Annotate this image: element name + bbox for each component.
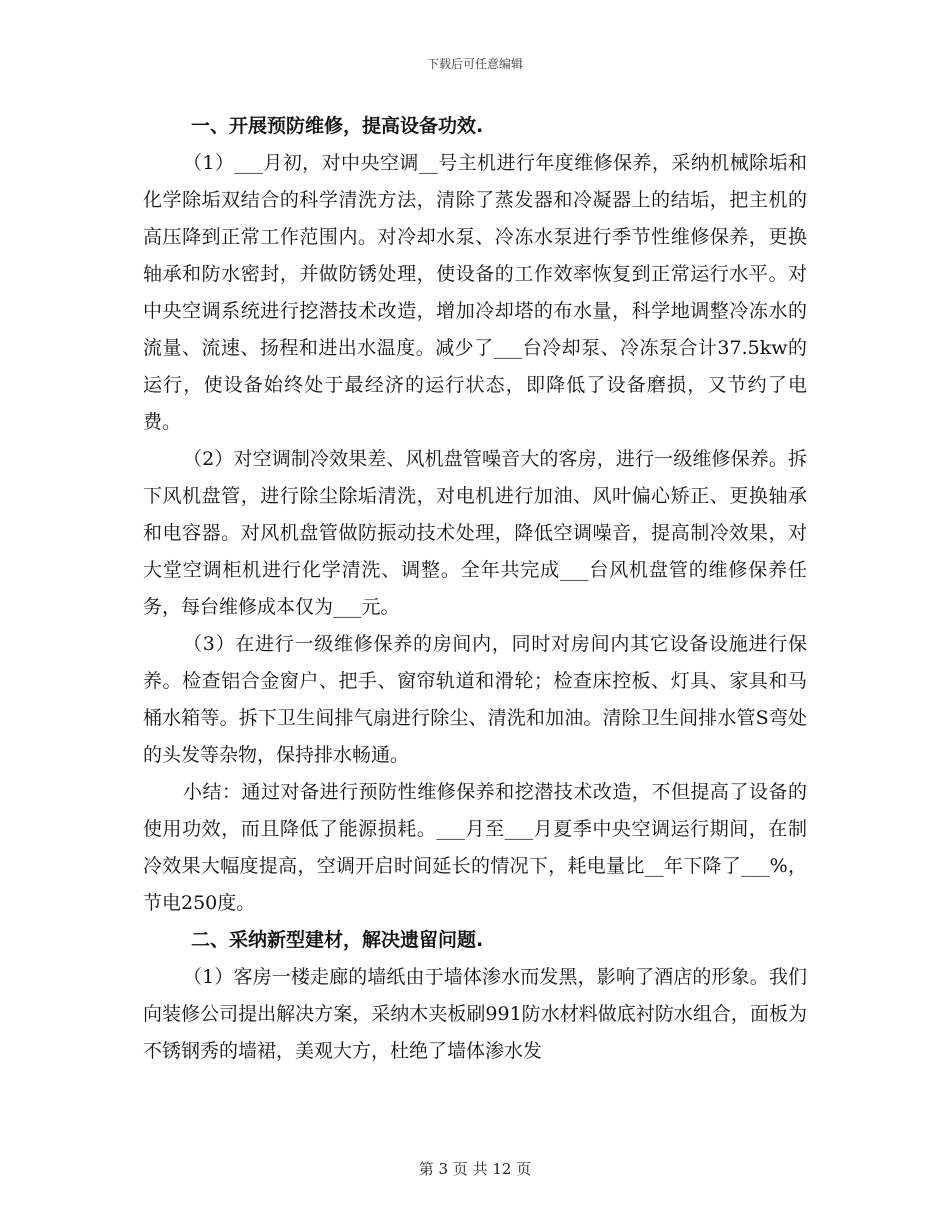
section-heading-1: 一、开展预防维修，提高设备功效. xyxy=(191,115,484,137)
paragraph-1-1: （1）___月初，对中央空调__号主机进行年度维修保养，采纳机械除垢和化学除垢双结合的科学清洗方法，清除了蒸发器和冷凝器上的结垢，把主机的高压降到正常工作范围内。对冷却水泵、冷冻水泵进行季节性维修保养，更换轴承和防水密封，并做防锈处理，使设备的工作效率恢复到正常运行水平。对中央空调系统进行挖潜技术改造，增加冷却塔的布水量，科学地调整冷冻水的流量、流速、扬程和进出水温度。减少了___台冷却泵、冷冻泵合计37.5kw的运行，使设备始终处于最经济的运行状态，即降低了设备磨损，又节约了电费。 xyxy=(143,152,807,433)
page-number: 第 3 页 共 12 页 xyxy=(418,1160,532,1178)
summary-paragraph: 小结：通过对备进行预防性维修保养和挖潜技术改造，不但提高了设备的使用功效，而且降低了能源损耗。___月至___月夏季中央空调运行期间，在制冷效果大幅度提高，空调开启时间延长的情况下，耗电量比__年下降了___%，节电250度。 xyxy=(143,781,807,914)
section-heading-2: 二、采纳新型建材，解决遗留问题. xyxy=(191,929,484,951)
page-header-note: 下载后可任意编辑 xyxy=(426,57,523,71)
paragraph-1-3: （3）在进行一级维修保养的房间内，同时对房间内其它设备设施进行保养。检查铝合金窗户、把手、窗帘轨道和滑轮；检查床控板、灯具、家具和马桶水箱等。拆下卫生间排气扇进行除尘、清洗和加油。清除卫生间排水管S弯处的头发等杂物，保持排水畅通。 xyxy=(143,633,807,766)
paragraph-1-2: （2）对空调制冷效果差、风机盘管噪音大的客房，进行一级维修保养。拆下风机盘管，进行除尘除垢清洗，对电机进行加油、风叶偏心矫正、更换轴承和电容器。对风机盘管做防振动技术处理，降低空调噪音，提高制冷效果，对大堂空调柜机进行化学清洗、调整。全年共完成___台风机盘管的维修保养任务，每台维修成本仅为___元。 xyxy=(143,448,807,618)
document-body xyxy=(143,108,807,1070)
paragraph-2-1: （1）客房一楼走廊的墙纸由于墙体渗水而发黑，影响了酒店的形象。我们向装修公司提出解决方案，采纳木夹板刷991防水材料做底衬防水组合，面板为不锈钢秀的墙裙，美观大方，杜绝了墙体渗水发 xyxy=(143,966,807,1062)
